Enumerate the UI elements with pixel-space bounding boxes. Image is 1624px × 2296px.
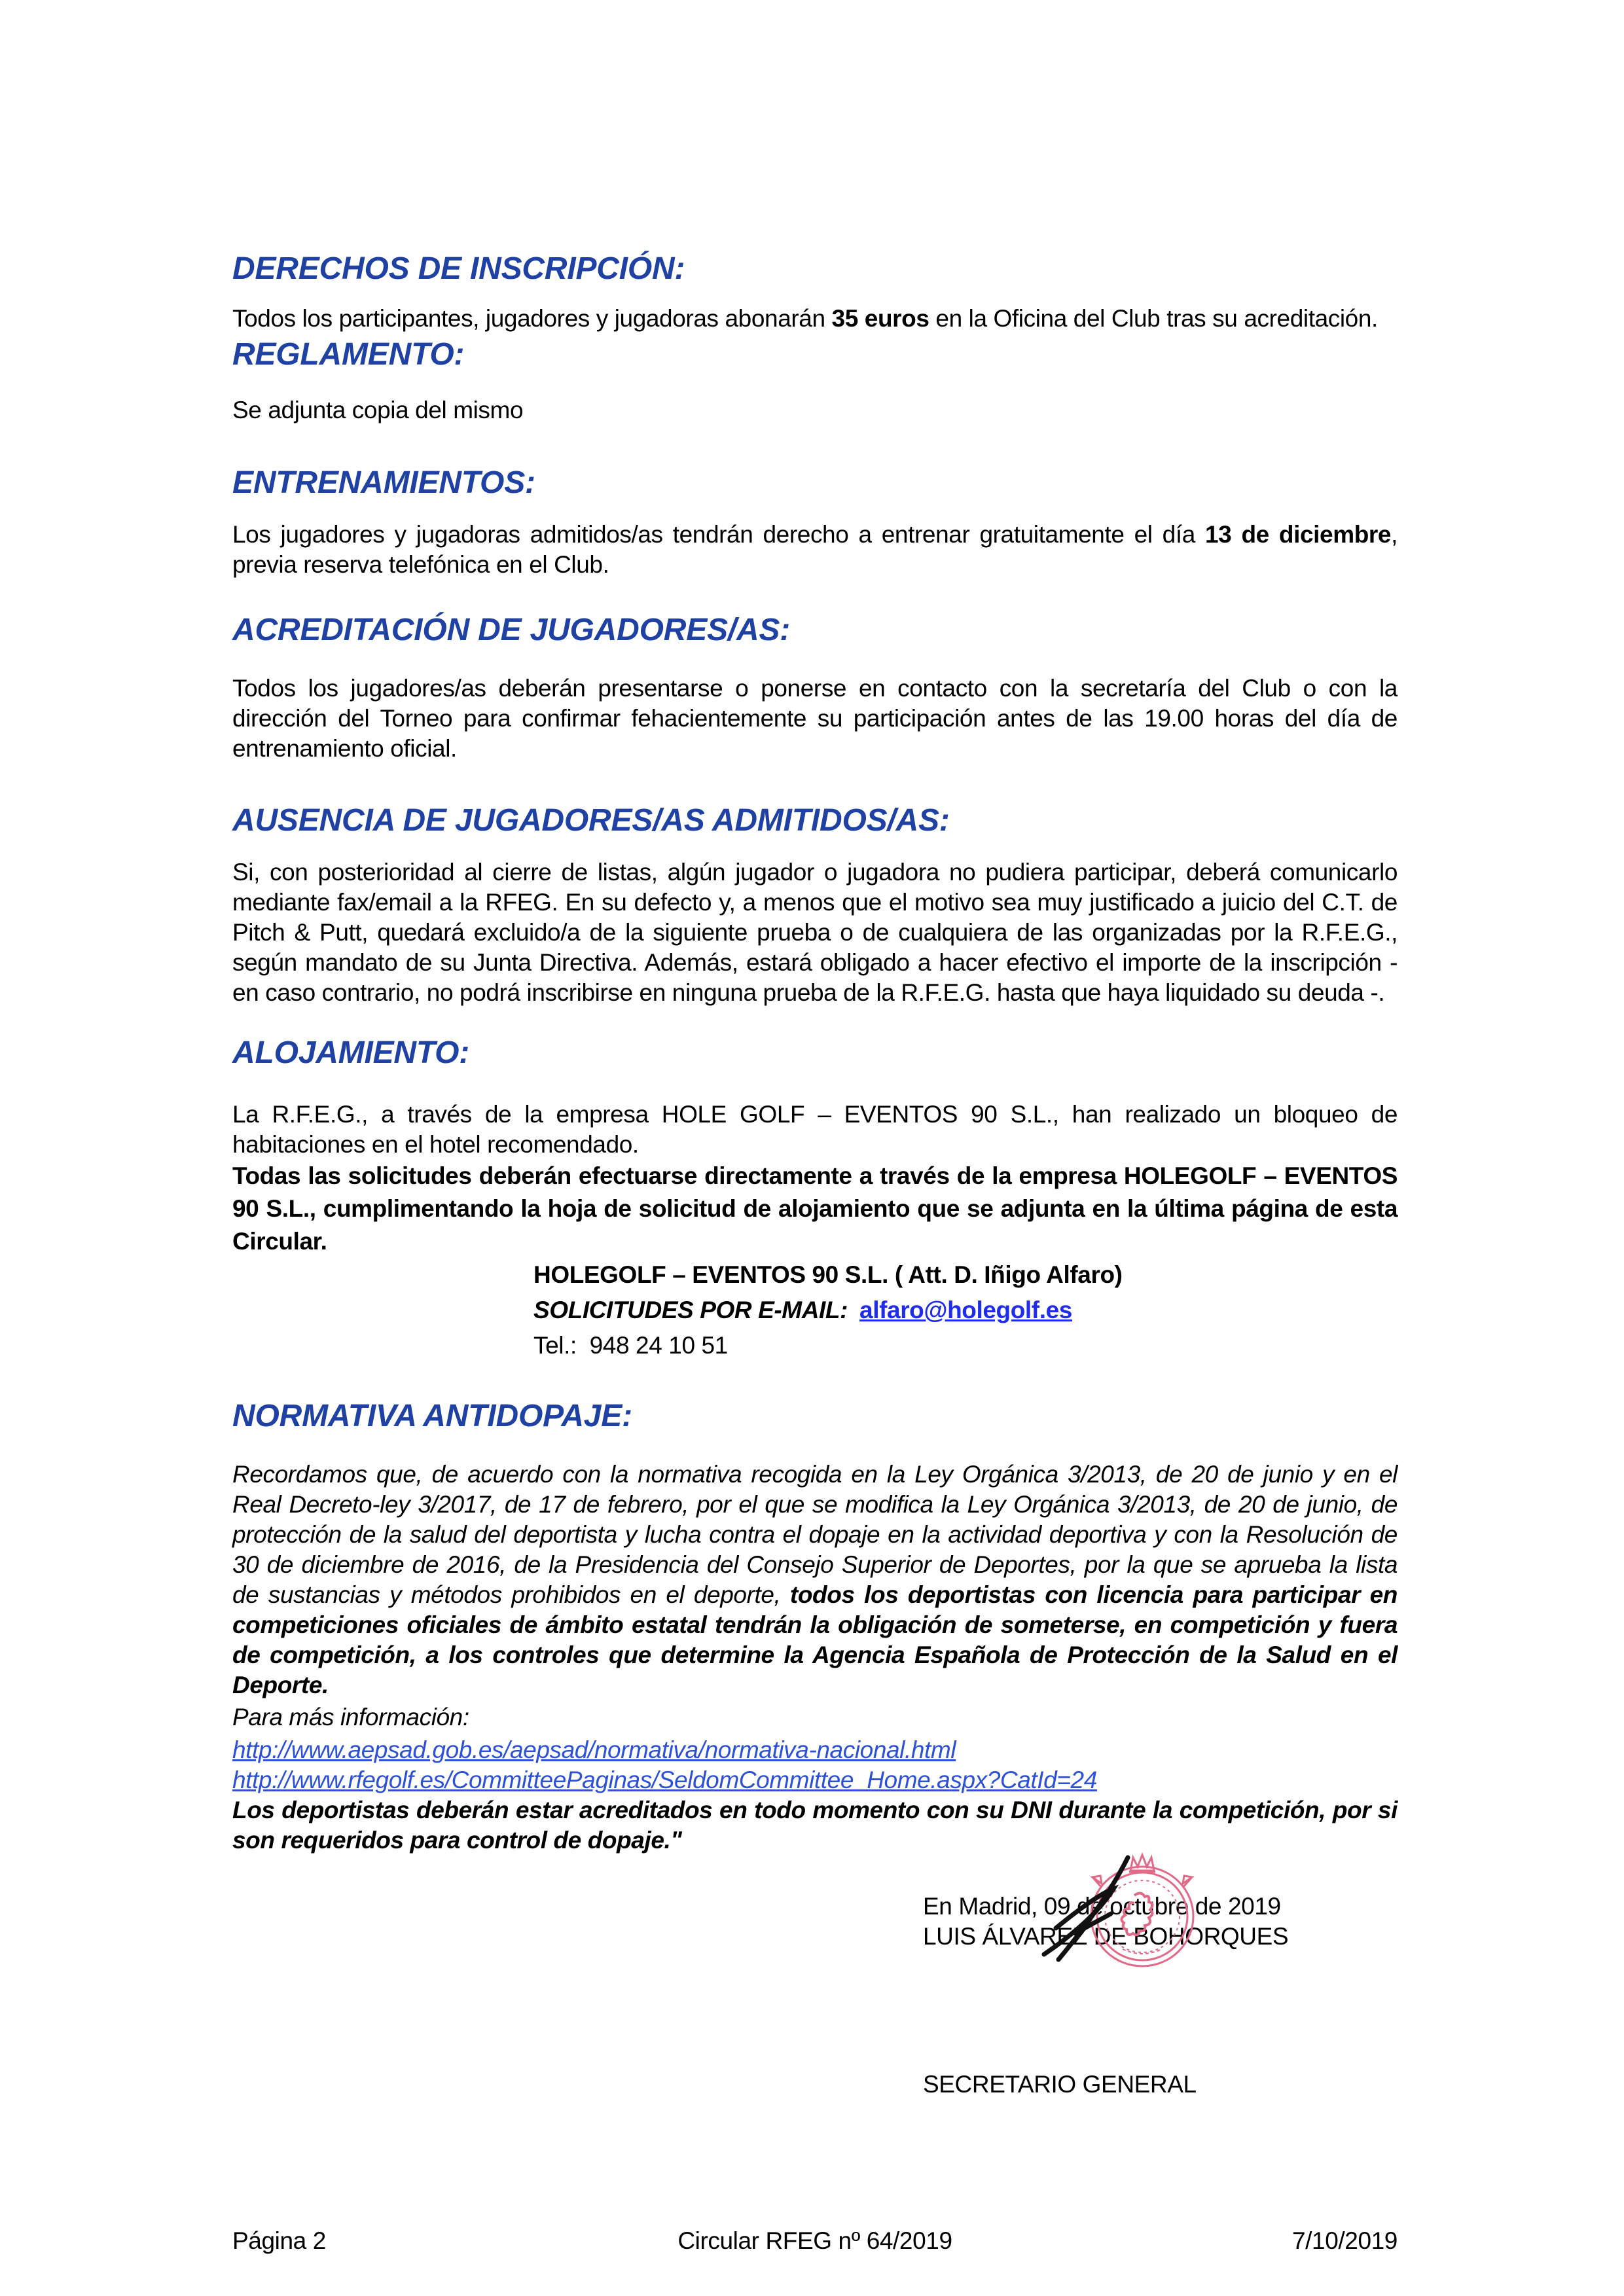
derechos-text-pre: Todos los participantes, jugadores y jugadoras abonarán bbox=[232, 305, 832, 332]
normativa-paragraph bbox=[232, 1460, 1398, 1700]
footer-circular-ref: Circular RFEG nº 64/2019 bbox=[677, 2227, 952, 2254]
alojamiento-paragraph: La R.F.E.G., a través de la empresa HOLE GOLF – EVENTOS 90 S.L., han realizado un bloqueo de habitaciones en el hotel recomendado. bbox=[232, 1101, 1398, 1158]
contact-phone-line: Tel.: 948 24 10 51 bbox=[533, 1332, 728, 1359]
entrenamientos-text-bold: 13 de diciembre bbox=[1205, 521, 1392, 548]
email-label: SOLICITUDES POR E-MAIL: bbox=[533, 1297, 848, 1323]
normativa-text-regular: Recordamos que, de acuerdo con la normativa recogida en la Ley Orgánica 3/2013, de 20 de junio y en el Real Decreto-ley 3/2017, de 17 de febrero, por el que se modifica la Ley Orgánica 3/2013, de 20 de junio, de protección de la salud del deportista y lucha contra el dopaje en la actividad deportiva y con la Resolución de 30 de diciembre de 2016, de la Presidencia del Consejo Superior de Deportes, por la que se aprueba la lista de sustancias y métodos prohibidos en el deporte, bbox=[232, 1461, 1398, 1608]
section-heading-ausencia: AUSENCIA DE JUGADORES/AS ADMITIDOS/AS: bbox=[232, 803, 950, 838]
reglamento-paragraph: Se adjunta copia del mismo bbox=[232, 397, 524, 423]
derechos-paragraph bbox=[232, 304, 1398, 334]
section-heading-entrenamientos: ENTRENAMIENTOS: bbox=[232, 465, 535, 500]
signature-place-date: En Madrid, 09 de octubre de 2019 bbox=[923, 1893, 1281, 1920]
normativa-link2-line bbox=[232, 1765, 1398, 1795]
signature-name: LUIS ÁLVAREZ DE BOHORQUES bbox=[923, 1923, 1289, 1950]
normativa-text-bold: todos los deportistas con licencia para participar en competiciones oficiales de ámbito estatal tendrán la obligación de someterse, en competición y fuera de competición, a los controles que determine la Agencia Española de Protección de la Salud en el Deporte. bbox=[232, 1581, 1398, 1698]
section-heading-alojamiento: ALOJAMIENTO: bbox=[232, 1035, 470, 1070]
section-heading-reglamento: REGLAMENTO: bbox=[232, 337, 465, 372]
acreditacion-paragraph: Todos los jugadores/as deberán presentarse o ponerse en contacto con la secretaría del Club o con la dirección del Torneo para confirmar fehacientemente su participación antes de las 19.00 horas del día de entrenamiento oficial. bbox=[232, 675, 1398, 762]
section-heading-normativa: NORMATIVA ANTIDOPAJE: bbox=[232, 1399, 632, 1433]
section-heading-derechos: DERECHOS DE INSCRIPCIÓN: bbox=[232, 251, 685, 286]
rfeg-crest-stamp-icon bbox=[1018, 1850, 1208, 1974]
contact-email-line bbox=[533, 1295, 1398, 1325]
alojamiento-bold-paragraph: Todas las solicitudes deberán efectuarse directamente a través de la empresa HOLEGOLF – EVENTOS 90 S.L., cumplimentando la hoja de solicitud de alojamiento que se adjunta en la última página de esta Circular. bbox=[232, 1162, 1398, 1255]
footer-page-number: Página 2 bbox=[232, 2227, 326, 2254]
email-link[interactable]: alfaro@holegolf.es bbox=[859, 1297, 1072, 1323]
stamp-and-signature bbox=[1018, 1850, 1208, 1974]
entrenamientos-paragraph bbox=[232, 520, 1398, 580]
ausencia-paragraph: Si, con posterioridad al cierre de listas, algún jugador o jugadora no pudiera participar, deberá comunicarlo mediante fax/email a la RFEG. En su defecto y, a menos que el motivo sea muy justificado a juicio del C.T. de Pitch & Putt, quedará excluido/a de la siguiente prueba o de cualquiera de las organizadas por la R.F.E.G., según mandato de su Junta Directiva. Además, estará obligado a hacer efectivo el importe de la inscripción - en caso contrario, no podrá inscribirse en ninguna prueba de la R.F.E.G. hasta que haya liquidado su deuda -. bbox=[232, 859, 1398, 1006]
derechos-text-bold: 35 euros bbox=[831, 305, 929, 332]
aepsad-link[interactable]: http://www.aepsad.gob.es/aepsad/normativa/normativa-nacional.html bbox=[232, 1736, 956, 1763]
contact-company-line: HOLEGOLF – EVENTOS 90 S.L. ( Att. D. Iñigo Alfaro) bbox=[533, 1261, 1123, 1288]
entrenamientos-text-post: , previa reserva telefónica en el Club. bbox=[232, 521, 1398, 578]
handwritten-signature-icon bbox=[1044, 1857, 1128, 1960]
entrenamientos-text-pre: Los jugadores y jugadoras admitidos/as tendrán derecho a entrenar gratuitamente el día bbox=[232, 521, 1205, 548]
normativa-closing-paragraph: Los deportistas deberán estar acreditados en todo momento con su DNI durante la competición, por si son requeridos para control de dopaje." bbox=[232, 1797, 1398, 1854]
normativa-link1-line bbox=[232, 1735, 1398, 1765]
footer-date: 7/10/2019 bbox=[1291, 2227, 1398, 2254]
normativa-info-label: Para más información: bbox=[232, 1704, 469, 1731]
page-footer bbox=[232, 2226, 1398, 2256]
section-heading-acreditacion: ACREDITACIÓN DE JUGADORES/AS: bbox=[232, 613, 791, 647]
derechos-text-post: en la Oficina del Club tras su acreditación. bbox=[929, 305, 1378, 332]
rfegolf-link[interactable]: http://www.rfegolf.es/CommitteePaginas/SeldomCommittee_Home.aspx?CatId=24 bbox=[232, 1767, 1097, 1793]
signature-role: SECRETARIO GENERAL bbox=[923, 2071, 1197, 2098]
